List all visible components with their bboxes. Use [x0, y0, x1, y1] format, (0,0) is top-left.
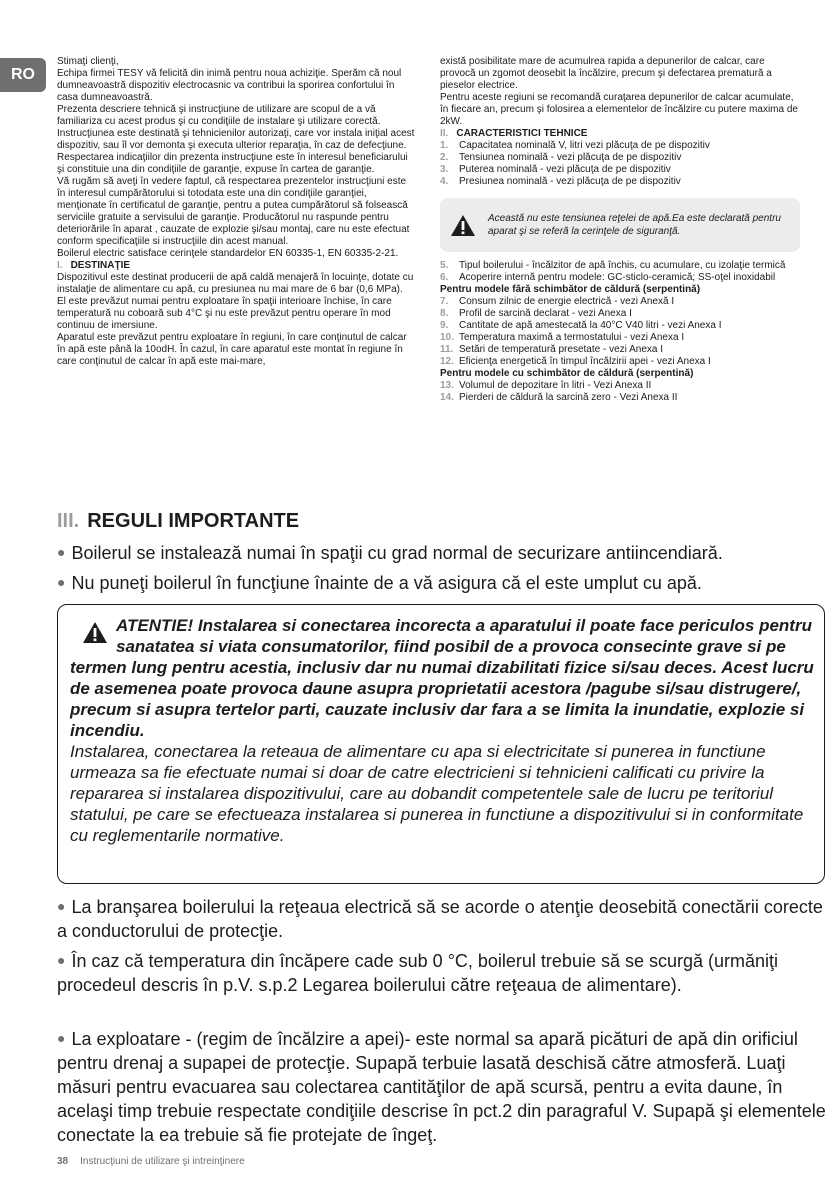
list-item: 10. Temperatura maximă a termostatului - vezi Anexa I — [440, 332, 685, 343]
warning-box — [57, 604, 825, 884]
list-item: 14. Pierderi de căldură la sarcină zero - Vezi Anexa II — [440, 392, 678, 403]
rule-bullet: ● În caz că temperatura din încăpere cade sub 0 °C, boilerul trebuie să se scurgă (urmăniţi procedeul descris în p.V. s.p.2 Legarea boilerului către reţeaua de alimentare). — [57, 951, 779, 995]
list-item: 6. Acoperire internă pentru modele: GC-sticlo-ceramică; SS-oţel inoxidabil — [440, 272, 776, 283]
warning-icon — [450, 214, 476, 237]
list-item: 3. Puterea nominală - vezi plăcuţa de pe dispozitiv — [440, 164, 671, 175]
left-column — [57, 56, 417, 368]
section-number: II. — [440, 128, 449, 139]
continuation-paragraph: există posibilitate mare de acumulrea rapida a depunerilor de calcar, care provocă un zgomot deosebit la încălzire, precum şi defectarea prematură a pieselor electrice. — [440, 56, 772, 91]
note-text: Această nu este tensiunea reţelei de apă.Ea este declarată pentru aparat şi se referă la cerinţele de siguranţă. — [488, 213, 781, 237]
warning-italic-text: Instalarea, conectarea la reteaua de alimentare cu apa si electricitate si punerea in functiune urmeaza sa fie efectuate numai si doar de catre electricieni si tehnicieni calificati cu privire la repararea si instalarea dispozitivului, care au dobandit competentele sale de lucru pe teritoriul statului, pe care se efectueaza instalarea si punerea in functiune a dispozitivului si in conformitate cu reglementarile normative. — [70, 742, 804, 845]
warning-bold-text: ATENTIE! Instalarea si conectarea incorecta a aparatului il poate face periculos pentru sanatatea si viata consumatorilor, fiind posibil de a provoca consecinte grave si pe termen lung pentru acestia, inclusiv dar nu numai dizabilitati fizice si/sau deces. Acest lucru de asemenea poate provoca daune asupra proprietatii acestora /pagube si/sau distrugere/, precum si asupra tertelor parti, cauzate inclusiv dar fara a se limita la inundatie, explozie si incendiu. — [70, 616, 814, 740]
section-title: REGULI IMPORTANTE — [87, 510, 300, 532]
list-item: 8. Profil de sarcină declarat - vezi Anexa I — [440, 308, 632, 319]
bullet-icon: ● — [57, 952, 66, 968]
intro-paragraph: Respectarea indicaţiilor din prezenta instrucţiune este în interesul beneficiarului şi constituie una din condiţiile de garanţie, expuse în cartea de garanţie. — [57, 152, 408, 175]
spec-list — [440, 260, 800, 404]
section-heading — [57, 260, 417, 272]
section-paragraph: El este prevăzut numai pentru exploatare în spaţii interioare închise, în care temperatură nu coboară sub 4°C şi nu este prevăzut pentru operare în mod continuu de imersiune. — [57, 296, 392, 331]
list-item: 7. Consum zilnic de energie electrică - vezi Anexă I — [440, 296, 675, 307]
list-item: 4. Presiunea nominală - vezi plăcuţa de pe dispozitiv — [440, 176, 681, 187]
right-column — [440, 56, 800, 404]
subheading: Pentru modele fără schimbător de căldură (serpentină) — [440, 284, 701, 295]
list-item: 1. Capacitatea nominală V, litri vezi plăcuţa de pe dispozitiv — [440, 140, 710, 151]
intro-paragraph: Boilerul electric satisface cerinţele standardelor EN 60335-1, EN 60335-2-21. — [57, 248, 399, 259]
section-heading — [440, 128, 800, 140]
bullet-icon: ● — [57, 574, 66, 590]
section-heading-important — [57, 510, 299, 533]
rule-bullet: ● La exploatare - (regim de încălzire a apei)- este normal sa apară picături de apă din orificiul pentru drenaj a supapei de protecţie. Supapă terbuie lasată deschisă către atmosferă. Luaţi măsuri pentru evacuarea sau colectarea cantităţilor de apă scursă, pentru a evita daune, în acelaşi timp trebuie respectate condiţiile descrise în pct.2 din paragraful V. Supapă şi elementele conectate la ea trebuie să fie protejate de îngeţ. — [57, 1029, 826, 1145]
list-item: 2. Tensiunea nominală - vezi plăcuţa de pe dispozitiv — [440, 152, 682, 163]
section-number: I. — [57, 260, 63, 271]
continuation-paragraph: Pentru aceste regiuni se recomandă curaţarea depunerilor de calcar acumulate, în fiecare an, precum şi folosirea a elementelor de încălzire cu putere maxima de 2kW. — [440, 92, 798, 127]
footer-text: Instrucţiuni de utilizare şi intreinţinere — [80, 1156, 245, 1167]
list-item: 5. Tipul boilerului - încălzitor de apă închis, cu acumulare, cu izolaţie termică — [440, 260, 786, 271]
subheading: Pentru modele cu schimbător de căldură (serpentină) — [440, 368, 694, 379]
section-paragraph: Dispozitivul este destinat producerii de apă caldă menajeră în locuinţe, dotate cu instalaţie de alimentare cu apă, cu presiunea nu mai mare de 6 bar (0,6 MPa). — [57, 272, 414, 295]
list-item: 11. Setări de temperatură presetate - vezi Anexa I — [440, 344, 663, 355]
list-item: 9. Cantitate de apă amestecată la 40°C V40 litri - vezi Anexa I — [440, 320, 722, 331]
rule-bullet: ● Boilerul se instalează numai în spaţii cu grad normal de securizare antiincendiară. — [57, 543, 723, 563]
pressure-note — [440, 198, 800, 252]
warning-icon — [82, 621, 108, 644]
intro-paragraph: Echipa firmei TESY vă felicită din inimă pentru noua achiziţie. Sperăm că noul dumneavoastră dispozitiv electrocasnic va contribui la sporirea confortului în casa dumneavoastră. — [57, 68, 402, 103]
list-item: 13. Volumul de depozitare în litri - Vezi Anexa II — [440, 380, 652, 391]
list-item: 12. Eficienţa energetică în timpul încălzirii apei - vezi Anexa I — [440, 356, 711, 367]
page-number: 38 — [57, 1156, 69, 1167]
spec-list — [440, 140, 800, 188]
rule-bullet: ● Nu puneţi boilerul în funcţiune înainte de a vă asigura că el este umplut cu apă. — [57, 573, 702, 593]
section-title: CARACTERISTICI TEHNICE — [456, 128, 588, 139]
bullet-icon: ● — [57, 544, 66, 560]
bullet-icon: ● — [57, 898, 66, 914]
greeting: Stimaţi clienţi, — [57, 56, 119, 67]
bullet-icon: ● — [57, 1030, 66, 1046]
section-title: DESTINAŢIE — [70, 260, 131, 271]
intro-paragraph: Vă rugăm să aveţi în vedere faptul, că respectarea prezentelor instrucţiuni este în interesul cumpărătorului si totodata este una din condiţiile garanţiei, menţionate în certificatul de garanţie, pentru a putea cumpărătorul să folsească serviciile gratuite a servisului de garanţie. Producătorul nu raspunde pentru deteriorările în aparat , cauzate de explozie şi/sau montaj, care nu este efectuat conform specificaţiile si instrucţiile din acest manual. — [57, 176, 410, 247]
page-footer — [57, 1156, 245, 1167]
intro-paragraph: Prezenta descriere tehnică şi instrucţiune de utilizare are scopul de a vă familiariza cu acest produs şi cu condiţiile de instalare şi utilizare corectă. Instrucţiunea este destinată şi tehnicienilor autorizaţi, care vor instala iniţial acest dispozitiv, sau îl vor demonta şi executa ulterior reparaţia, în caz de defecţiune. — [57, 104, 415, 151]
rule-bullet: ● La branşarea boilerului la reţeaua electrică să se acorde o atenţie deosebită conectării corecte a conductorului de protecţie. — [57, 897, 823, 941]
language-tab: RO — [0, 58, 46, 92]
section-number: III. — [57, 510, 80, 532]
section-paragraph: Aparatul este prevăzut pentru exploatare în regiuni, în care conţinutul de calcar în apă este până la 10odH. În cazul, în care aparatul este montat în regiune în care conţinutul de calcar în apă este mai-mare, — [57, 332, 407, 367]
